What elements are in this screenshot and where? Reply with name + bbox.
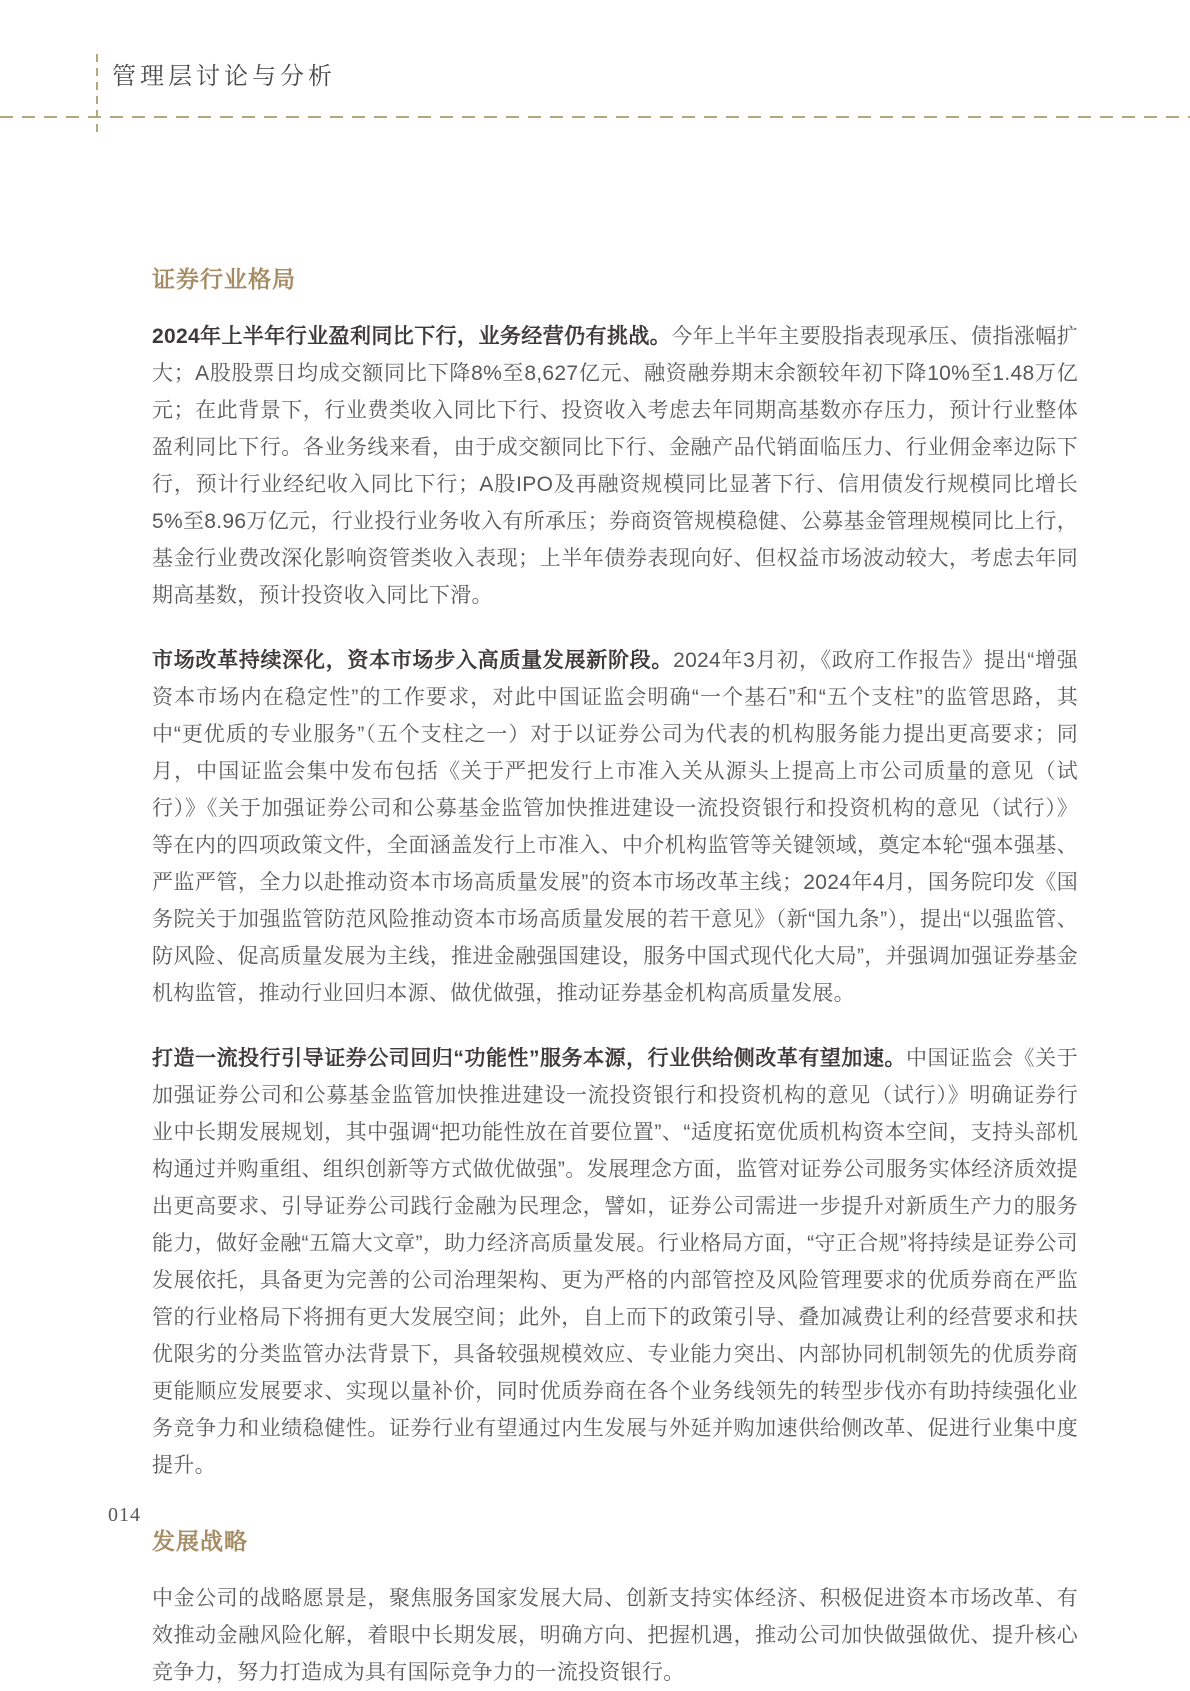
- horizontal-dashed-rule: [0, 116, 1190, 118]
- paragraph: [152, 642, 1078, 1012]
- paragraph-body: 中国证监会《关于加强证券公司和公募基金监管加快推进建设一流投资银行和投资机构的意见（试行）》明确证券行业中长期发展规划，其中强调“把功能性放在首要位置”、“适度拓宽优质机构资本空间，支持头部机构通过并购重组、组织创新等方式做优做强”。发展理念方面，监管对证券公司服务实体经济质效提出更高要求、引导证券公司践行金融为民理念，譬如，证券公司需进一步提升对新质生产力的服务能力，做好金融“五篇大文章”，助力经济高质量发展。行业格局方面，“守正合规”将持续是证券公司发展依托，具备更为完善的公司治理架构、更为严格的内部管控及风险管理要求的优质券商在严监管的行业格局下将拥有更大发展空间；此外，自上而下的政策引导、叠加减费让利的经营要求和扶优限劣的分类监管办法背景下，具备较强规模效应、专业能力突出、内部协同机制领先的优质券商更能顺应发展要求、实现以量补价，同时优质券商在各个业务线领先的转型步伐亦有助持续强化业务竞争力和业绩稳健性。证券行业有望通过内生发展与外延并购加速供给侧改革、促进行业集中度提升。: [152, 1047, 1078, 1477]
- vertical-dashed-rule: [96, 54, 98, 138]
- section-heading: 证券行业格局: [152, 266, 296, 292]
- paragraph-lead: 2024年上半年行业盈利同比下行，业务经营仍有挑战。: [152, 325, 672, 348]
- paragraph: [152, 1040, 1078, 1484]
- paragraph-body: 2024年3月初，《政府工作报告》提出“增强资本市场内在稳定性”的工作要求，对此中国证监会明确“一个基石”和“五个支柱”的监管思路，其中“更优质的专业服务”（五个支柱之一）对于以证券公司为代表的机构服务能力提出更高要求；同月，中国证监会集中发布包括《关于严把发行上市准入关从源头上提高上市公司质量的意见（试行）》《关于加强证券公司和公募基金监管加快推进建设一流投资银行和投资机构的意见（试行）》等在内的四项政策文件，全面涵盖发行上市准入、中介机构监管等关键领域，奠定本轮“强本强基、严监严管，全力以赴推动资本市场高质量发展”的资本市场改革主线；2024年4月，国务院印发《国务院关于加强监管防范风险推动资本市场高质量发展的若干意见》（新“国九条”），提出“以强监管、防风险、促高质量发展为主线，推进金融强国建设，服务中国式现代化大局”，并强调加强证券基金机构监管，推动行业回归本源、做优做强，推动证券基金机构高质量发展。: [152, 649, 1078, 1005]
- page-header-title: 管理层讨论与分析: [112, 64, 336, 90]
- paragraph-body: 中金公司的战略愿景是，聚焦服务国家发展大局、创新支持实体经济、积极促进资本市场改革、有效推动金融风险化解，着眼中长期发展，明确方向、把握机遇，推动公司加快做强做优、提升核心竞争力，努力打造成为具有国际竞争力的一流投资银行。: [152, 1587, 1078, 1684]
- paragraph-lead: 市场改革持续深化，资本市场步入高质量发展新阶段。: [152, 649, 674, 672]
- paragraph-body: 今年上半年主要股指表现承压、债指涨幅扩大；A股股票日均成交额同比下降8%至8,627亿元、融资融券期末余额较年初下降10%至1.48万亿元；在此背景下，行业费类收入同比下行、投资收入考虑去年同期高基数亦存压力，预计行业整体盈利同比下行。各业务线来看，由于成交额同比下行、金融产品代销面临压力、行业佣金率边际下行，预计行业经纪收入同比下行；A股IPO及再融资规模同比显著下行、信用债发行规模同比增长5%至8.96万亿元，行业投行业务收入有所承压；券商资管规模稳健、公募基金管理规模同比上行，基金行业费改深化影响资管类收入表现；上半年债券表现向好、但权益市场波动较大，考虑去年同期高基数，预计投资收入同比下滑。: [152, 325, 1079, 607]
- section-heading: 发展战略: [152, 1528, 248, 1554]
- paragraph: [152, 318, 1078, 614]
- paragraph-lead: 打造一流投行引导证券公司回归“功能性”服务本源，行业供给侧改革有望加速。: [152, 1047, 906, 1070]
- document-body: [152, 264, 1078, 1691]
- paragraph: [152, 1580, 1078, 1691]
- section-industry-landscape: [152, 264, 1078, 1484]
- page-number: 014: [108, 1504, 141, 1526]
- section-development-strategy: [152, 1526, 1078, 1691]
